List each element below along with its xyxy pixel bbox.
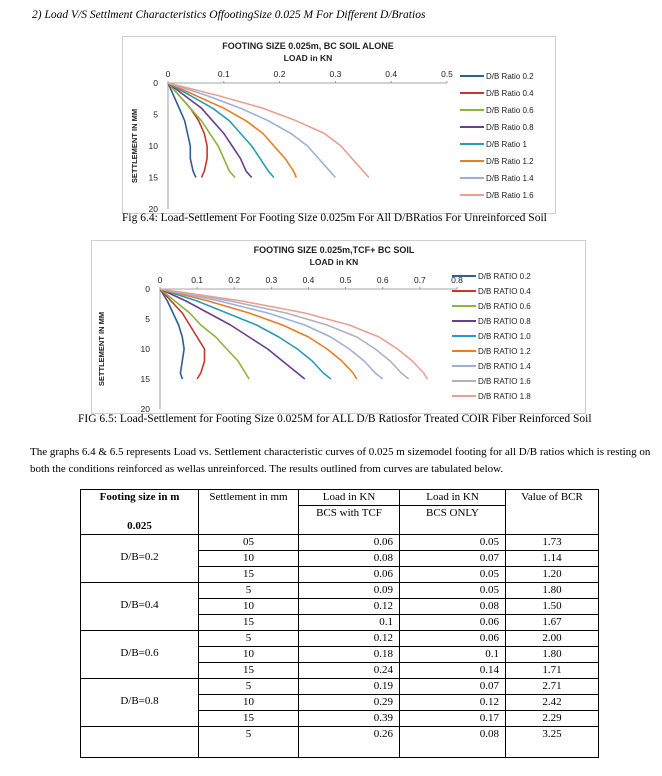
load-tcf-cell: 0.08 [299, 550, 400, 566]
header-load-bcs-sub: BCS ONLY [400, 506, 506, 535]
settlement-cell: 10 [199, 598, 299, 614]
load-bcs-cell: 0.1 [400, 646, 506, 662]
settlement-cell: 15 [199, 614, 299, 630]
header-bcr: Value of BCR [506, 490, 599, 535]
x-tick-label: 0.6 [376, 275, 389, 285]
chart-reinforced-svg [92, 241, 585, 413]
y-tick-label: 0 [145, 284, 150, 294]
x-tick-label: 0.3 [265, 275, 278, 285]
x-axis-title: LOAD in KN [309, 257, 359, 267]
load-bcs-cell: 0.05 [400, 566, 506, 582]
bcr-cell: 2.71 [506, 678, 599, 694]
bcr-cell: 3.25 [506, 726, 599, 757]
x-tick-label: 0.7 [413, 275, 426, 285]
chart-unreinforced-svg [123, 37, 555, 213]
header-footing-size: Footing size in m [81, 490, 199, 506]
bcr-cell: 2.29 [506, 710, 599, 726]
table-row [81, 534, 599, 550]
x-tick-label: 0.2 [228, 275, 241, 285]
bcr-cell: 1.50 [506, 598, 599, 614]
y-axis-title: SETTLEMENT IN MM [97, 311, 106, 387]
x-tick-label: 0.5 [441, 69, 453, 79]
legend-label: D/B Ratio 1.6 [486, 191, 534, 200]
legend-label: D/B RATIO 1.2 [478, 347, 531, 356]
x-axis-title: LOAD in KN [283, 53, 333, 63]
legend-label: D/B Ratio 0.6 [486, 106, 534, 115]
legend-label: D/B Ratio 1.2 [486, 157, 534, 166]
bcr-cell: 1.71 [506, 662, 599, 678]
x-tick-label: 0 [157, 275, 163, 285]
load-tcf-cell: 0.29 [299, 694, 400, 710]
load-bcs-cell: 0.05 [400, 582, 506, 598]
load-tcf-cell: 0.24 [299, 662, 400, 678]
db-ratio-label: D/B=0.4 [81, 582, 199, 630]
legend-label: D/B RATIO 0.6 [478, 302, 531, 311]
load-bcs-cell: 0.06 [400, 630, 506, 646]
y-tick-label: 10 [140, 344, 150, 354]
legend-label: D/B RATIO 0.2 [478, 272, 531, 281]
load-bcs-cell: 0.05 [400, 534, 506, 550]
db-ratio-label [81, 726, 199, 757]
legend-label: D/B RATIO 0.8 [478, 317, 531, 326]
x-tick-label: 0.5 [339, 275, 352, 285]
legend-label: D/B RATIO 1.0 [478, 332, 531, 341]
settlement-cell: 05 [199, 534, 299, 550]
y-tick-label: 15 [140, 374, 150, 384]
x-tick-label: 0.1 [191, 275, 204, 285]
db-ratio-label: D/B=0.8 [81, 678, 199, 726]
legend-label: D/B Ratio 0.4 [486, 89, 534, 98]
legend-label: D/B Ratio 1.4 [486, 174, 534, 183]
settlement-cell: 5 [199, 582, 299, 598]
table-row [81, 678, 599, 694]
bcr-cell: 1.67 [506, 614, 599, 630]
header-footing-value: 0.025 [81, 506, 199, 535]
settlement-cell: 10 [199, 646, 299, 662]
settlement-cell: 5 [199, 630, 299, 646]
load-bcs-cell: 0.08 [400, 598, 506, 614]
y-axis-title: SETTLEMENT IN MM [130, 108, 139, 184]
y-tick-label: 10 [148, 141, 158, 151]
x-tick-label: 0.8 [451, 275, 463, 285]
y-tick-label: 20 [140, 404, 150, 413]
x-tick-label: 0.1 [217, 69, 230, 79]
bcr-cell: 1.20 [506, 566, 599, 582]
x-tick-label: 0.4 [302, 275, 315, 285]
legend-label: D/B RATIO 1.6 [478, 377, 531, 386]
x-tick-label: 0 [165, 69, 171, 79]
settlement-cell: 5 [199, 726, 299, 757]
load-bcs-cell: 0.14 [400, 662, 506, 678]
load-tcf-cell: 0.09 [299, 582, 400, 598]
y-tick-label: 15 [148, 172, 158, 183]
settlement-cell: 10 [199, 694, 299, 710]
db-ratio-label: D/B=0.6 [81, 630, 199, 678]
bcr-cell: 2.00 [506, 630, 599, 646]
load-tcf-cell: 0.19 [299, 678, 400, 694]
figure-caption-6-5: FIG 6.5: Load-Settlement for Footing Size 0.025M for ALL D/B Ratiosfor Treated COIR Fiber Reinforced Soil [78, 413, 592, 425]
section-heading: 2) Load V/S Settlment Characteristics OffootingSize 0.025 M For Different D/Bratios [32, 9, 426, 21]
chart-unreinforced [122, 36, 556, 214]
legend-label: D/B RATIO 1.4 [478, 362, 531, 371]
bcr-cell: 1.80 [506, 582, 599, 598]
x-tick-label: 0.4 [385, 69, 398, 79]
table-row [81, 726, 599, 757]
load-tcf-cell: 0.12 [299, 598, 400, 614]
bcr-cell: 1.80 [506, 646, 599, 662]
load-tcf-cell: 0.39 [299, 710, 400, 726]
load-tcf-cell: 0.26 [299, 726, 400, 757]
y-tick-label: 0 [153, 78, 158, 88]
legend-label: D/B Ratio 0.2 [486, 72, 534, 81]
header-load-bcs: Load in KN [400, 490, 506, 506]
chart-reinforced [91, 240, 586, 414]
x-tick-label: 0.3 [329, 69, 342, 79]
table-row [81, 582, 599, 598]
load-bcs-cell: 0.08 [400, 726, 506, 757]
legend-label: D/B RATIO 0.4 [478, 287, 531, 296]
chart-title: FOOTING SIZE 0.025m,TCF+ BC SOIL [253, 245, 415, 255]
settlement-cell: 15 [199, 662, 299, 678]
load-tcf-cell: 0.12 [299, 630, 400, 646]
load-bcs-cell: 0.07 [400, 678, 506, 694]
load-bcs-cell: 0.07 [400, 550, 506, 566]
bcr-cell: 1.14 [506, 550, 599, 566]
legend-label: D/B RATIO 1.8 [478, 392, 531, 401]
load-tcf-cell: 0.18 [299, 646, 400, 662]
figure-caption-6-4: Fig 6.4: Load-Settlement For Footing Size 0.025m For All D/BRatios For Unreinforced Soil [122, 212, 547, 224]
legend-label: D/B Ratio 0.8 [486, 123, 534, 132]
table-row [81, 630, 599, 646]
load-bcs-cell: 0.17 [400, 710, 506, 726]
settlement-cell: 10 [199, 550, 299, 566]
bcr-cell: 1.73 [506, 534, 599, 550]
table-header-row [81, 490, 599, 506]
y-tick-label: 5 [153, 109, 158, 120]
y-tick-label: 5 [145, 314, 150, 324]
legend-label: D/B Ratio 1 [486, 140, 527, 149]
load-tcf-cell: 0.06 [299, 566, 400, 582]
header-load-tcf-sub: BCS with TCF [299, 506, 400, 535]
load-bcs-cell: 0.06 [400, 614, 506, 630]
bcr-cell: 2.42 [506, 694, 599, 710]
y-tick-label: 20 [148, 204, 158, 213]
chart-title: FOOTING SIZE 0.025m, BC SOIL ALONE [222, 41, 394, 51]
header-settlement: Settlement in mm [199, 490, 299, 535]
settlement-cell: 15 [199, 566, 299, 582]
load-tcf-cell: 0.06 [299, 534, 400, 550]
header-load-tcf: Load in KN [299, 490, 400, 506]
body-paragraph: The graphs 6.4 & 6.5 represents Load vs. Settlement characteristic curves of 0.025 m sizemodel footing for all D/B ratios which is resting on both the conditions reinforced as wellas unreinforced. The results outlined from curves are tabulated below. [30, 446, 651, 475]
settlement-cell: 5 [199, 678, 299, 694]
load-tcf-cell: 0.1 [299, 614, 400, 630]
db-ratio-label: D/B=0.2 [81, 534, 199, 582]
x-tick-label: 0.2 [273, 69, 286, 79]
load-bcs-cell: 0.12 [400, 694, 506, 710]
settlement-cell: 15 [199, 710, 299, 726]
bcr-table [80, 489, 599, 758]
